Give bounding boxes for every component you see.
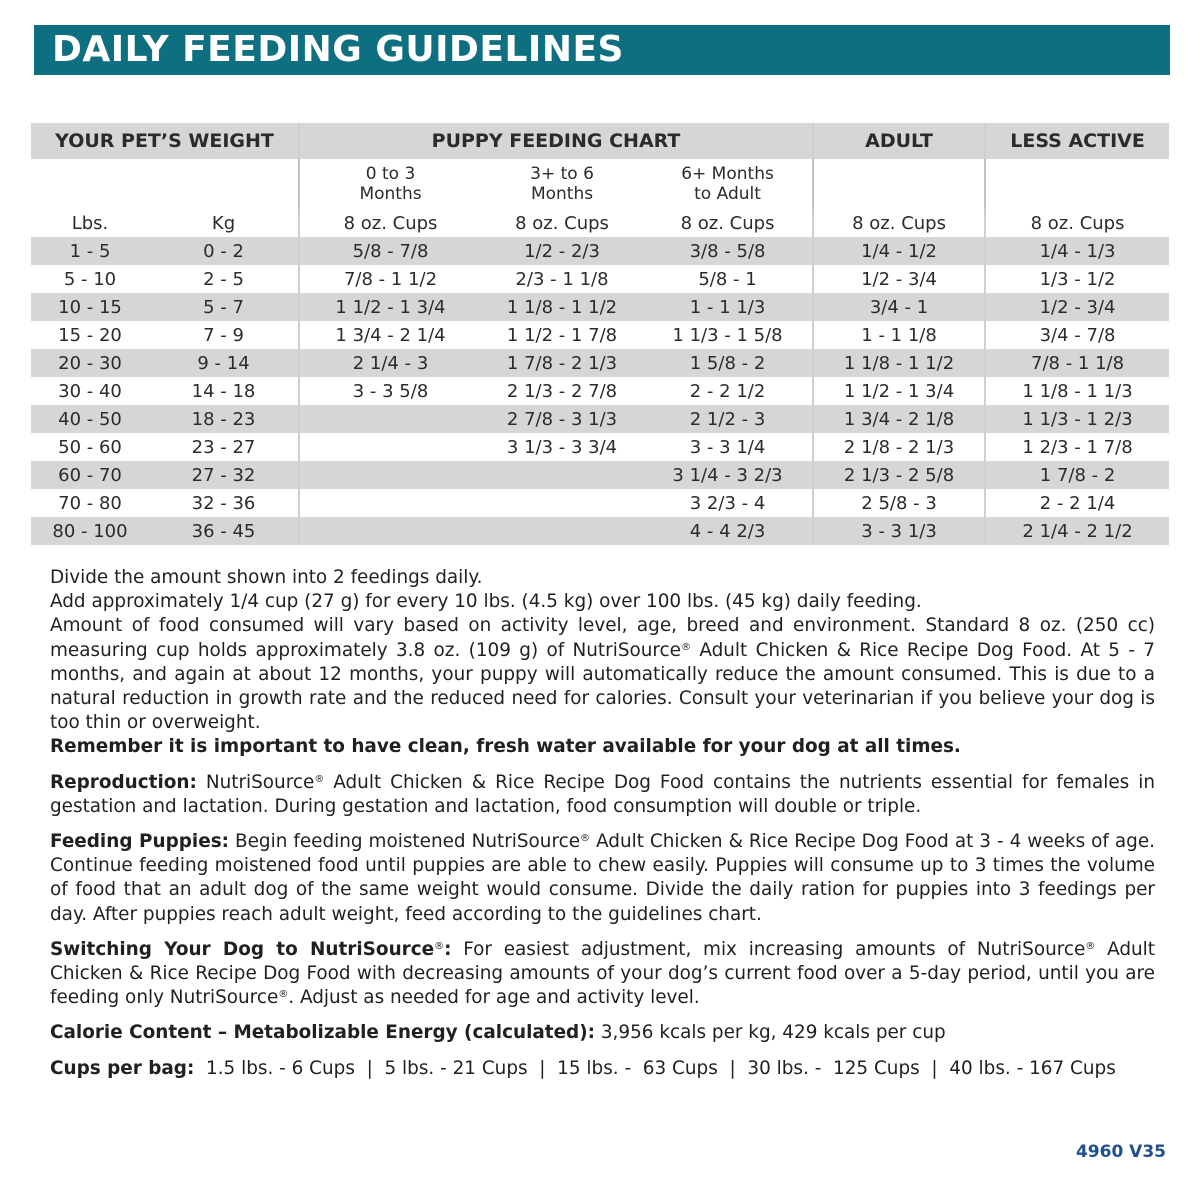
table-cell: 20 - 30 — [31, 349, 149, 377]
age-header — [985, 159, 1169, 209]
note-divide: Divide the amount shown into 2 feedings daily. — [50, 567, 483, 588]
table-cell — [299, 433, 481, 461]
table-cell: 5 - 7 — [149, 293, 299, 321]
table-cell: 1/2 - 3/4 — [813, 265, 985, 293]
table-cell: 50 - 60 — [58, 436, 122, 458]
table-cell: 3 2/3 - 4 — [689, 492, 766, 514]
header-puppy-chart: PUPPY FEEDING CHART — [299, 123, 813, 159]
table-cell: 1 2/3 - 1 7/8 — [985, 433, 1169, 461]
table-cell: 1 3/4 - 2 1/4 — [299, 321, 481, 349]
table-cell: 30 - 40 — [58, 380, 122, 402]
table-cell: 7/8 - 1 1/2 — [299, 265, 481, 293]
table-cell: 1 - 5 — [31, 237, 149, 265]
table-cell: 9 - 14 — [149, 349, 299, 377]
table-cell: 2 7/8 - 3 1/3 — [481, 405, 643, 433]
table-cell — [481, 461, 643, 489]
table-cell: 36 - 45 — [149, 517, 299, 545]
table-cell: 23 - 27 — [191, 436, 256, 458]
table-cell: 40 - 50 — [31, 405, 149, 433]
table-cell: 2 - 2 1/4 — [985, 489, 1169, 517]
table-cell: 5 - 10 — [63, 268, 117, 290]
header-weight: YOUR PET’S WEIGHT — [31, 123, 299, 159]
reproduction-section: Reproduction: NutriSource® Adult Chicken & Rice Recipe Dog Food contains the nutrients essential for females in gestation and lactation. During gestation and lactation, food consumption will double or triple. — [50, 771, 1155, 817]
table-cell — [299, 489, 481, 517]
table-cell: 1 1/2 - 1 3/4 — [299, 293, 481, 321]
table-cell — [299, 461, 481, 489]
table-cell: 1 - 1 1/3 — [643, 293, 813, 321]
table-cell — [299, 405, 481, 433]
page-title: DAILY FEEDING GUIDELINES — [52, 29, 624, 70]
table-cell: 14 - 18 — [191, 380, 256, 402]
table-row — [31, 377, 1169, 405]
table-cell: 2 1/4 - 2 1/2 — [985, 517, 1169, 545]
table-cell: 4 - 4 2/3 — [643, 517, 813, 545]
table-row — [31, 489, 1169, 517]
table-cell: 3/4 - 1 — [813, 293, 985, 321]
age-header: 3+ to 6 Months — [530, 164, 594, 204]
table-cell: 3 1/3 - 3 3/4 — [506, 436, 618, 458]
table-cell: 2 - 2 1/2 — [689, 380, 766, 402]
feeding-notes — [50, 566, 1155, 1081]
table-cell: 7/8 - 1 1/8 — [985, 349, 1169, 377]
table-cell: 1/3 - 1/2 — [985, 265, 1169, 293]
title-banner — [34, 25, 1170, 75]
table-cell: 2 5/8 - 3 — [813, 489, 985, 517]
unit-header: 8 oz. Cups — [299, 209, 481, 237]
table-cell: 1 - 1 1/8 — [813, 321, 985, 349]
feeding-chart-table — [31, 123, 1169, 545]
table-cell: 5/8 - 7/8 — [299, 237, 481, 265]
table-cell: 2 1/3 - 2 5/8 — [813, 461, 985, 489]
note-amount: Amount of food consumed will vary based on activity level, age, breed and environment. Standard 8 oz. (250 cc) measuring cup holds approximately 3.8 oz. (109 g) of NutriSource® Adult Chicken & Rice Recipe Dog Food. At 5 - 7 months, and again at about 12 months, your puppy will automatically reduce the amount consumed. This is due to a natural reduction in growth rate and the reduced need for calories. Consult your veterinarian if you believe your dog is too thin or overweight. — [50, 615, 1155, 734]
table-cell: 3 - 3 1/4 — [689, 436, 766, 458]
table-cell: 3/8 - 5/8 — [643, 237, 813, 265]
table-cell: 1 1/3 - 1 5/8 — [672, 324, 783, 346]
age-header-row — [31, 159, 1169, 209]
table-cell: 1 1/8 - 1 1/2 — [813, 349, 985, 377]
table-cell: 1 1/3 - 1 2/3 — [985, 405, 1169, 433]
cups-per-bag: Cups per bag: 1.5 lbs. - 6 Cups | 5 lbs. - 21 Cups | 15 lbs. - 63 Cups | 30 lbs. - 125 Cups | 40 lbs. - 167 Cups — [50, 1057, 1116, 1079]
age-header: 0 to 3 Months — [299, 159, 481, 209]
table-cell — [481, 489, 643, 517]
table-row — [31, 461, 1169, 489]
switching-section: Switching Your Dog to NutriSource®: For easiest adjustment, mix increasing amounts of NutriSource® Adult Chicken & Rice Recipe Dog Food with decreasing amounts of your dog’s current food over a 5-day period, until you are feeding only NutriSource®. Adjust as needed for age and activity level. — [50, 938, 1155, 1009]
age-header-blank — [31, 159, 299, 209]
table-cell: 1/2 - 3/4 — [985, 293, 1169, 321]
unit-header: 8 oz. Cups — [813, 209, 985, 237]
calorie-content: Calorie Content – Metabolizable Energy (calculated): 3,956 kcals per kg, 429 kcals per cup — [50, 1022, 946, 1044]
table-row — [31, 405, 1169, 433]
table-cell: 1 1/8 - 1 1/3 — [985, 377, 1169, 405]
table-row — [31, 517, 1169, 545]
age-header — [813, 159, 985, 209]
table-cell: 0 - 2 — [149, 237, 299, 265]
unit-header: Lbs. — [71, 212, 109, 234]
table-row — [31, 237, 1169, 265]
table-cell: 1 1/2 - 1 7/8 — [506, 324, 618, 346]
note-add-cup: Add approximately 1/4 cup (27 g) for every 10 lbs. (4.5 kg) over 100 lbs. (45 kg) daily feeding. — [50, 591, 922, 613]
table-cell: 3 - 3 1/3 — [813, 517, 985, 545]
table-cell: 1 5/8 - 2 — [643, 349, 813, 377]
group-header-row — [31, 123, 1169, 159]
table-cell: 1/2 - 2/3 — [481, 237, 643, 265]
product-code: 4960 V35 — [1075, 1142, 1166, 1162]
table-cell: 1/4 - 1/2 — [813, 237, 985, 265]
table-cell: 3/4 - 7/8 — [985, 321, 1169, 349]
table-row — [31, 349, 1169, 377]
table-cell: 7 - 9 — [203, 324, 244, 346]
table-cell: 1 3/4 - 2 1/8 — [813, 405, 985, 433]
table-row — [31, 265, 1169, 293]
unit-header-row — [31, 209, 1169, 237]
header-adult: ADULT — [813, 123, 985, 159]
table-cell: 2 - 5 — [203, 268, 244, 290]
table-cell: 15 - 20 — [58, 324, 122, 346]
table-cell — [299, 517, 481, 545]
table-cell: 1 1/8 - 1 1/2 — [481, 293, 643, 321]
table-cell: 2 1/3 - 2 7/8 — [506, 380, 618, 402]
table-cell: 3 1/4 - 3 2/3 — [643, 461, 813, 489]
table-cell: 5/8 - 1 — [698, 268, 757, 290]
table-cell: 2 1/2 - 3 — [643, 405, 813, 433]
table-cell — [481, 517, 643, 545]
table-cell: 3 - 3 5/8 — [299, 377, 481, 405]
table-cell: 32 - 36 — [191, 492, 256, 514]
table-row — [31, 321, 1169, 349]
table-cell: 2 1/4 - 3 — [299, 349, 481, 377]
header-less-active: LESS ACTIVE — [985, 123, 1169, 159]
table-cell: 60 - 70 — [31, 461, 149, 489]
feeding-puppies-section: Feeding Puppies: Begin feeding moistened NutriSource® Adult Chicken & Rice Recipe Dog Food at 3 - 4 weeks of age. Continue feeding moistened food until puppies are able to chew easily. Puppies will consume up to 3 times the volume of food that an adult dog of the same weight would consume. Divide the daily ration for puppies into 3 feedings per day. After puppies reach adult weight, feed according to the guidelines chart. — [50, 831, 1155, 925]
table-cell: 18 - 23 — [149, 405, 299, 433]
age-header: 6+ Months to Adult — [681, 164, 774, 204]
table-cell: 1 7/8 - 2 — [985, 461, 1169, 489]
unit-header: 8 oz. Cups — [515, 212, 609, 234]
table-cell: 2 1/8 - 2 1/3 — [813, 433, 985, 461]
table-cell: 2/3 - 1 1/8 — [515, 268, 609, 290]
table-cell: 27 - 32 — [149, 461, 299, 489]
table-cell: 10 - 15 — [31, 293, 149, 321]
table-cell: 1/4 - 1/3 — [985, 237, 1169, 265]
table-cell: 1 1/2 - 1 3/4 — [813, 377, 985, 405]
table-cell: 1 7/8 - 2 1/3 — [481, 349, 643, 377]
table-row — [31, 433, 1169, 461]
water-reminder: Remember it is important to have clean, fresh water available for your dog at all times. — [50, 736, 961, 758]
table-row — [31, 293, 1169, 321]
unit-header: 8 oz. Cups — [985, 209, 1169, 237]
unit-header: 8 oz. Cups — [680, 212, 775, 234]
table-cell: 70 - 80 — [58, 492, 122, 514]
unit-header: Kg — [211, 212, 236, 234]
table-cell: 80 - 100 — [31, 517, 149, 545]
